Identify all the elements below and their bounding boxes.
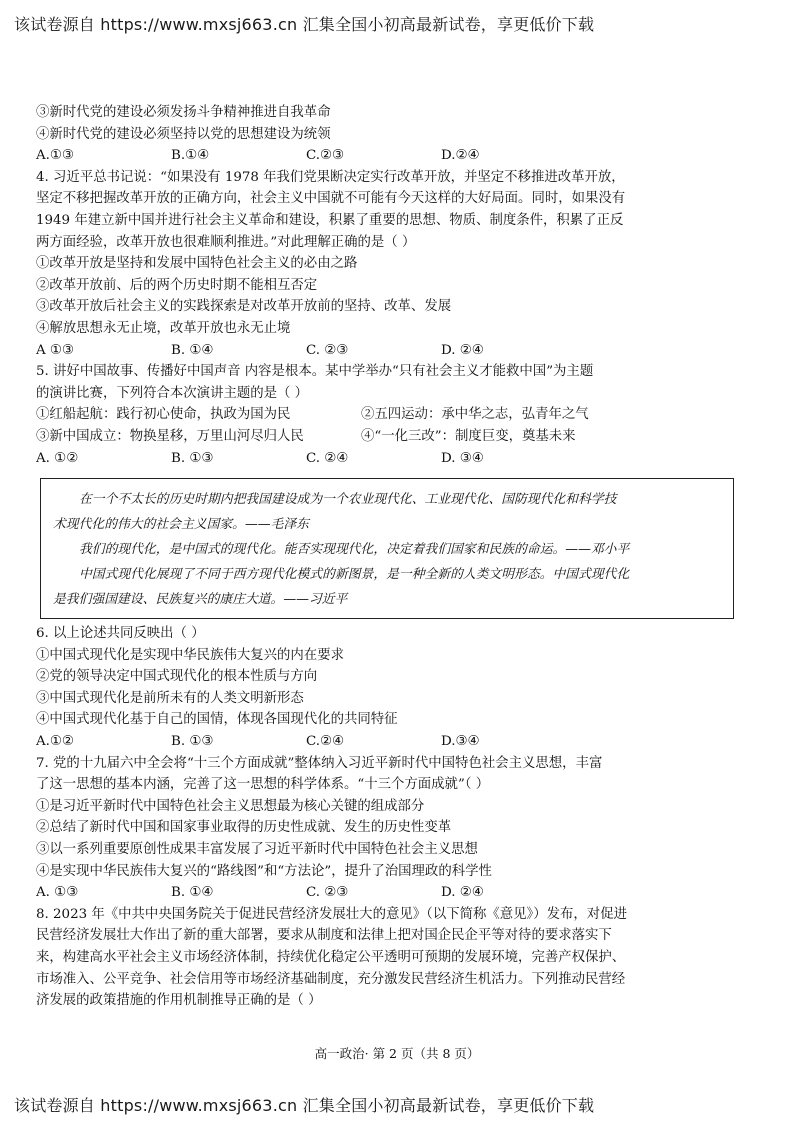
quote-xi-line-1: 中国式现代化展现了不同于西方现代化模式的新图景，是一种全新的人类文明形态。中国式现代化 xyxy=(79,567,630,583)
q3-option-d: D.②④ xyxy=(441,148,480,164)
q4-item-1: ①改革开放是坚持和发展中国特色社会主义的必由之路 xyxy=(36,256,358,272)
q5-item-4: ④“一化三改”：制度巨变，奠基未来 xyxy=(361,428,576,444)
q3-item-3: ③新时代党的建设必须发扬斗争精神推进自我革命 xyxy=(36,105,331,120)
quote-mao-line-1: 在一个不太长的历史时期内把我国建设成为一个农业现代化、工业现代化、国防现代化和科学技 xyxy=(79,492,617,508)
q7-stem-line-1: 7. 党的十九届六中全会将“十三个方面成就”整体纳入习近平新时代中国特色社会主义思想，丰富 xyxy=(36,755,603,771)
q5-item-1: ①红船起航：践行初心使命，执政为国为民 xyxy=(36,407,291,423)
quote-xi-line-2: 是我们强国建设、民族复兴的康庄大道。——习近平 xyxy=(53,592,348,608)
q6-item-3: ③中国式现代化是前所未有的人类文明新形态 xyxy=(36,690,304,706)
q4-option-c: C. ②③ xyxy=(306,342,349,358)
q5-item-2: ②五四运动：承中华之志，弘青年之气 xyxy=(361,407,589,423)
q5-options xyxy=(36,448,758,470)
q3-item-4: ④新时代党的建设必须坚持以党的思想建设为统领 xyxy=(36,126,331,142)
q3-options xyxy=(36,145,758,167)
q4-stem-line-4: 两方面经验，改革开放也很难顺利推进。”对此理解正确的是（ ） xyxy=(36,234,416,250)
q4-item-2: ②改革开放前、后的两个历史时期不能相互否定 xyxy=(36,277,318,293)
q4-option-a: A ①③ xyxy=(36,342,74,358)
q7-item-4: ④是实现中华民族伟大复兴的“路线图”和“方法论”，提升了治国理政的科学性 xyxy=(36,863,492,879)
q4-stem-line-2: 坚定不移把握改革开放的正确方向，社会主义中国就不可能有今天这样的大好局面。同时，如果没有 xyxy=(36,191,626,207)
q6-option-b: B. ①③ xyxy=(171,734,214,750)
q6-item-2: ②党的领导决定中国式现代化的根本性质与方向 xyxy=(36,669,318,685)
q8-stem-line-1: 8. 2023 年《中共中央国务院关于促进民营经济发展壮大的意见》（以下简称《意见》）发布，对促进 xyxy=(36,906,627,922)
q7-item-3: ③以一系列重要原创性成果丰富发展了习近平新时代中国特色社会主义思想 xyxy=(36,842,478,858)
q4-stem-line-1: 4. 习近平总书记说：“如果没有 1978 年我们党果断决定实行改革开放，并坚定不移推进改革开放， xyxy=(36,169,625,185)
watermark-bottom: 该试卷源自 https://www.mxsj663.cn 汇集全国小初高最新试卷，享更低价下载 xyxy=(14,1096,595,1115)
q5-option-a: A. ①② xyxy=(36,450,79,466)
q8-stem-line-2: 民营经济发展壮大作出了新的重大部署，要求从制度和法律上把对国企民企平等对待的要求落实下 xyxy=(36,928,612,944)
q8-stem xyxy=(36,904,758,1012)
q7-option-c: C. ②③ xyxy=(306,885,349,901)
q6-option-c: C.②④ xyxy=(306,734,345,750)
quote-deng: 我们的现代化，是中国式的现代化。能否实现现代化，决定着我们国家和民族的命运。——邓小平 xyxy=(79,542,630,558)
quote-mao-line-2: 术现代化的伟大的社会主义国家。——毛泽东 xyxy=(53,517,309,533)
q4-stem-line-3: 1949 年建立新中国并进行社会主义革命和建设，积累了重要的思想、物质、制度条件，积累了正反 xyxy=(36,212,624,228)
q6-option-d: D.③④ xyxy=(441,734,480,750)
q4-option-b: B. ①④ xyxy=(171,342,214,358)
q4-option-d: D. ②④ xyxy=(441,342,484,358)
q5-option-c: C. ②④ xyxy=(306,450,349,466)
q7-options xyxy=(36,882,758,904)
q7-option-a: A. ①③ xyxy=(36,885,79,901)
page-content xyxy=(36,102,758,1012)
q8-stem-line-3: 来，构建高水平社会主义市场经济体制，持续优化稳定公平透明可预期的发展环境，完善产权保护、 xyxy=(36,950,626,965)
page-footer: 高一政治· 第 2 页（共 8 页） xyxy=(314,1046,480,1061)
quote-box xyxy=(40,478,734,619)
q5-items-row-1 xyxy=(36,404,758,426)
q3-option-a: A.①③ xyxy=(36,148,74,164)
q5-item-3: ③新中国成立：物换星移，万里山河尽归人民 xyxy=(36,428,304,444)
watermark-top: 该试卷源自 https://www.mxsj663.cn 汇集全国小初高最新试卷，享更低价下载 xyxy=(14,15,595,34)
q6-item-1: ①中国式现代化是实现中华民族伟大复兴的内在要求 xyxy=(36,647,344,663)
q6-option-a: A.①② xyxy=(36,734,74,750)
q5-stem-line-1: 5. 讲好中国故事、传播好中国声音 内容是根本。某中学举办“只有社会主义才能救中国”为主题 xyxy=(36,364,594,380)
q4-item-4: ④解放思想永无止境，改革开放也永无止境 xyxy=(36,320,291,336)
q7-option-b: B. ①④ xyxy=(171,885,214,901)
q6-item-4: ④中国式现代化基于自己的国情，体现各国现代化的共同特征 xyxy=(36,712,398,728)
q8-stem-line-5: 济发展的政策措施的作用机制推导正确的是（ ） xyxy=(36,993,322,1009)
q5-items-row-2 xyxy=(36,426,758,448)
q3-option-b: B.①④ xyxy=(171,148,210,164)
q4-options xyxy=(36,340,758,362)
q7-stem-line-2: 了这一思想的基本内涵，完善了这一思想的科学体系。“十三个方面成就”（ ） xyxy=(36,777,490,793)
q7-item-1: ①是习近平新时代中国特色社会主义思想最为核心关键的组成部分 xyxy=(36,798,425,814)
q5-option-d: D. ③④ xyxy=(441,450,484,466)
q7-item-2: ②总结了新时代中国和国家事业取得的历史性成就、发生的历史性变革 xyxy=(36,820,452,836)
q4-item-3: ③改革开放后社会主义的实践探索是对改革开放前的坚持、改革、发展 xyxy=(36,299,452,315)
q6-options xyxy=(36,731,758,753)
q3-option-c: C.②③ xyxy=(306,148,345,164)
q5-stem-line-2: 的演讲比赛，下列符合本次演讲主题的是（ ） xyxy=(36,385,309,401)
q7-option-d: D. ②④ xyxy=(441,885,484,901)
q6-stem: 6. 以上论述共同反映出（ ） xyxy=(36,626,205,642)
q8-stem-line-4: 市场准入、公平竞争、社会信用等市场经济基础制度，充分激发民营经济生机活力。下列推动民营经 xyxy=(36,971,626,987)
q5-option-b: B. ①③ xyxy=(171,450,214,466)
